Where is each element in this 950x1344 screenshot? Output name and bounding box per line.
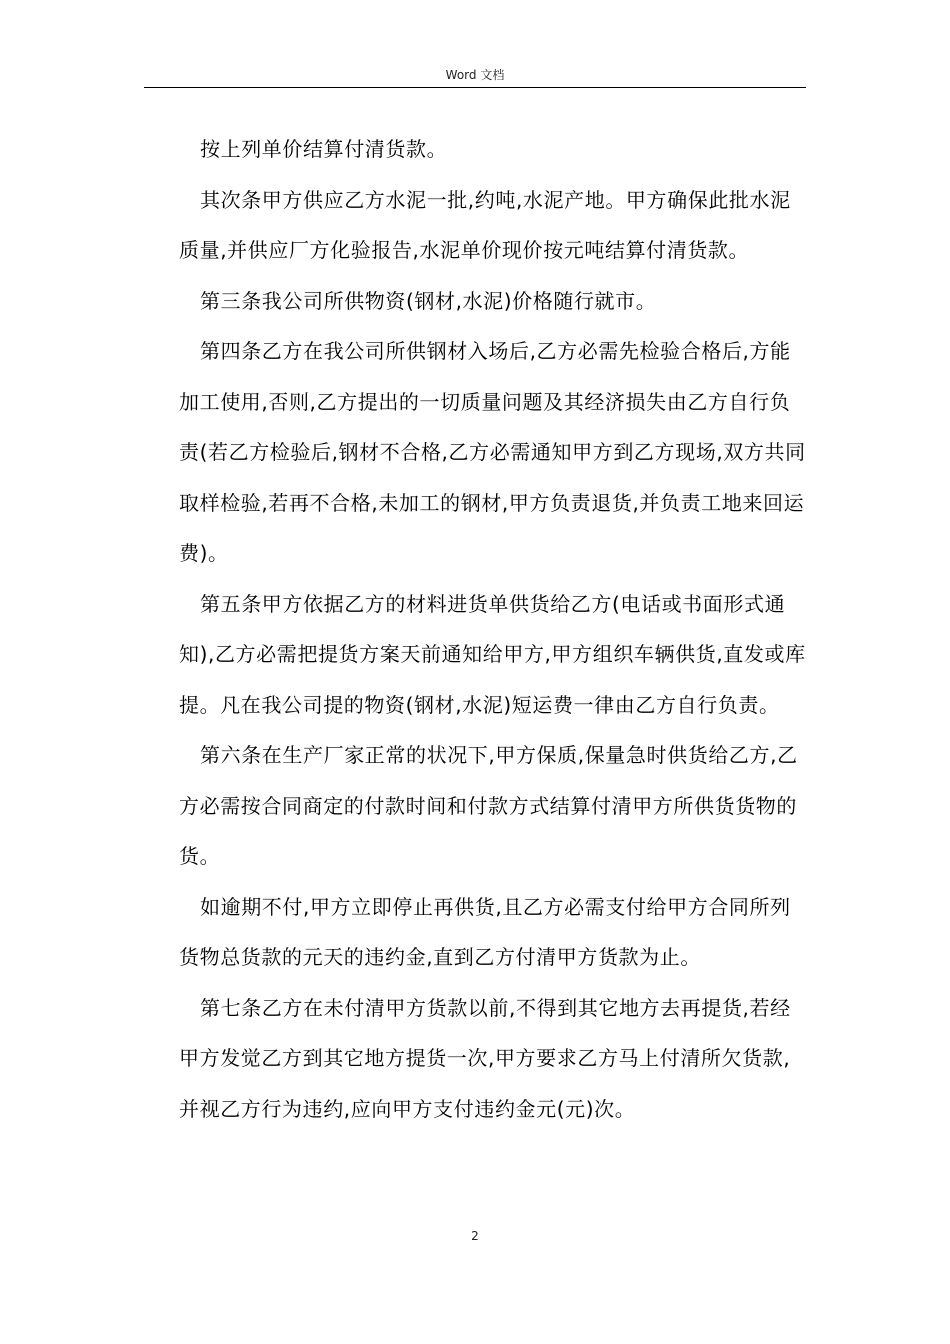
paragraph: 按上列单价结算付清货款。 [200, 137, 448, 161]
document-body [179, 124, 807, 1134]
paragraph: 第五条甲方依据乙方的材料进货单供货给乙方(电话或书面形式通知),乙方必需把提货方案天前通知给甲方,甲方组织车辆供货,直发或库提。凡在我公司提的物资(钢材,水泥)短运费一律由乙方自行负责。 [179, 591, 806, 717]
paragraph: 第七条乙方在未付清甲方货款以前,不得到其它地方去再提货,若经甲方发觉乙方到其它地方提货一次,甲方要求乙方马上付清所欠货款,并视乙方行为违约,应向甲方支付违约金元(元)次。 [179, 995, 791, 1121]
page-number: 2 [471, 1229, 479, 1243]
page-header: Word 文档 [445, 68, 505, 82]
paragraph: 第四条乙方在我公司所供钢材入场后,乙方必需先检验合格后,方能加工使用,否则,乙方提出的一切质量问题及其经济损失由乙方自行负责(若乙方检验后,钢材不合格,乙方必需通知甲方到乙方现场,双方共同取样检验,若再不合格,未加工的钢材,甲方负责退货,并负责工地来回运费)。 [179, 339, 806, 565]
paragraph: 其次条甲方供应乙方水泥一批,约吨,水泥产地。甲方确保此批水泥质量,并供应厂方化验报告,水泥单价现价按元吨结算付清货款。 [179, 187, 791, 262]
header-divider [144, 87, 806, 88]
paragraph: 第三条我公司所供物资(钢材,水泥)价格随行就市。 [200, 288, 657, 313]
paragraph: 第六条在生产厂家正常的状况下,甲方保质,保量急时供货给乙方,乙方必需按合同商定的付款时间和付款方式结算付清甲方所供货货物的货。 [179, 743, 798, 868]
paragraph: 如逾期不付,甲方立即停止再供货,且乙方必需支付给甲方合同所列货物总货款的元天的违约金,直到乙方付清甲方货款为止。 [179, 894, 791, 969]
